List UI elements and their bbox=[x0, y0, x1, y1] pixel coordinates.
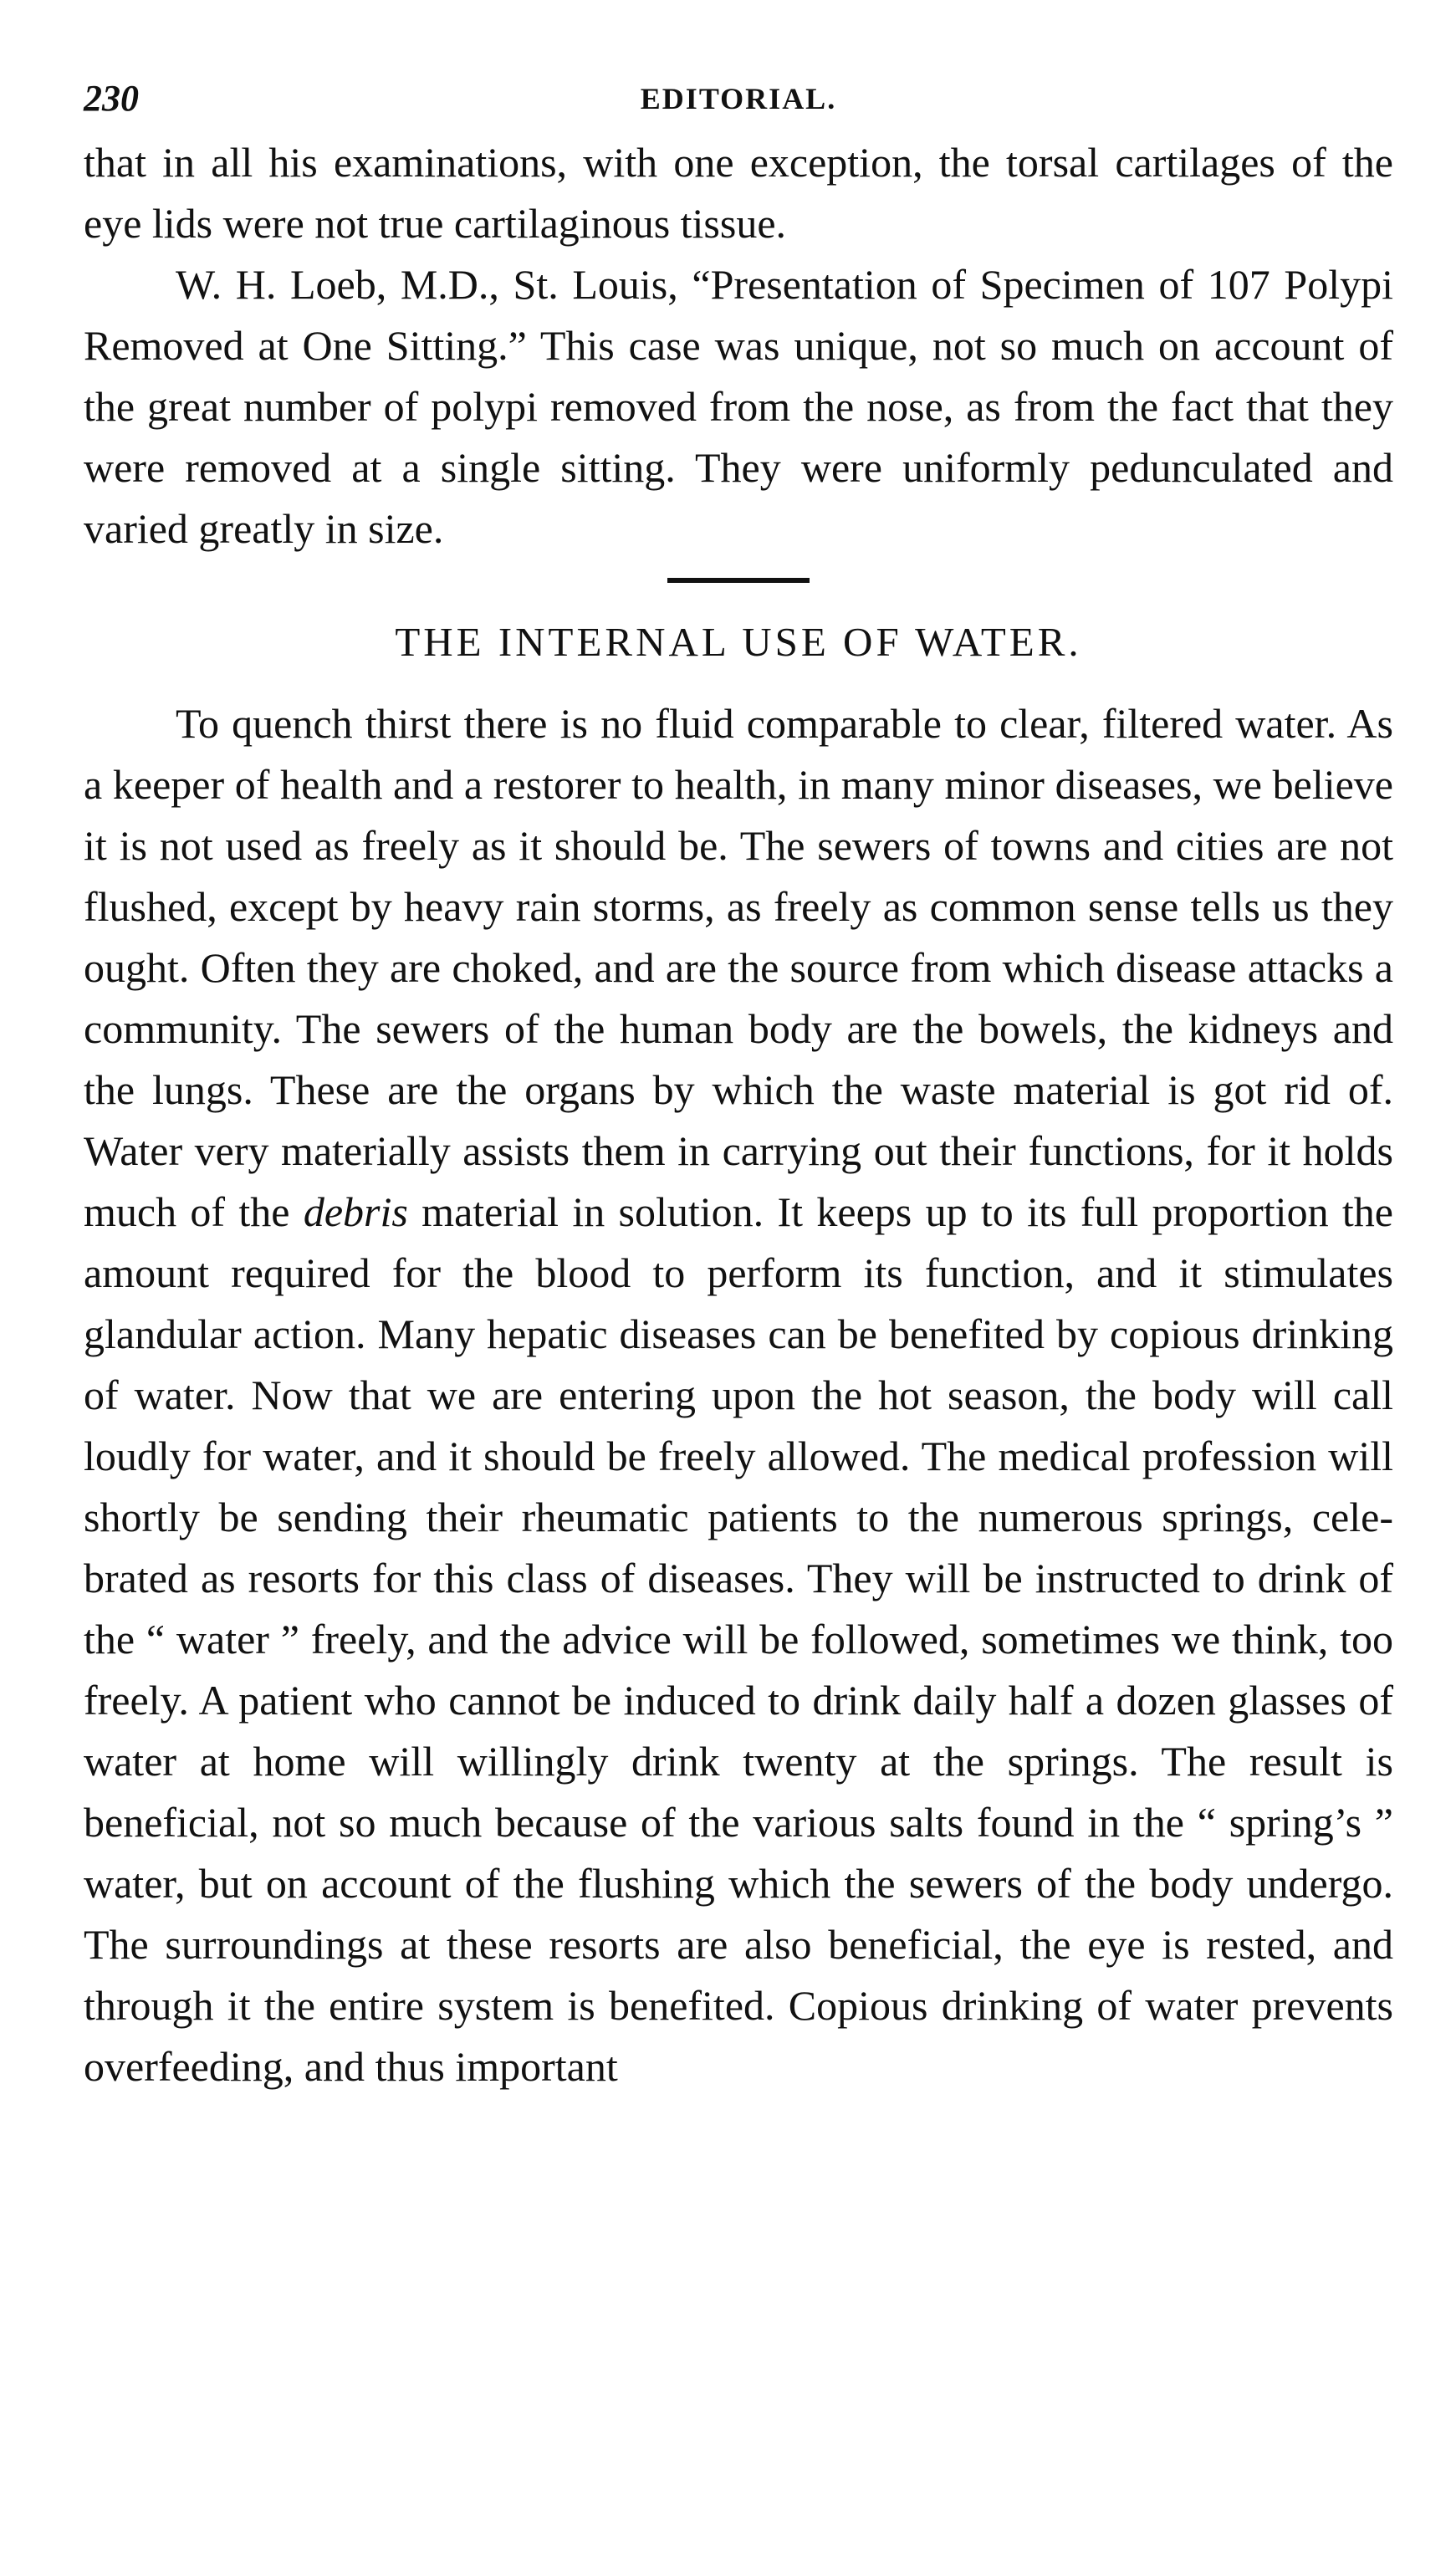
article-text-part-2: material in solution. It keeps up to its full proportion the amount required for the blood to perform its function, and it stimulates glandular action. Many hepatic diseases can be benefited by copious drinking of water. Now that we are entering upon the hot season, the body will call loudly for water, and it should be freely allowed. The medical profession will shortly be sending their rheumatic patients to the numerous springs, celebrated as resorts for this class of diseases. They will be instructed to drink of the “ water ” freely, and the advice will be followed, sometimes we think, too freely. A patient who cannot be induced to drink daily half a dozen glasses of water at home will willingly drink twenty at the springs. The result is beneficial, not so much because of the various salts found in the “ spring’s ” water, but on account of the flushing which the sewers of the body undergo. The surroundings at these resorts are also beneficial, the eye is rested, and through it the entire system is benefited. Copious drinking of water prevents overfeeding, and thus important bbox=[84, 1188, 1394, 2090]
running-head bbox=[84, 65, 1393, 132]
paragraph-loeb-presentation: W. H. Loeb, M.D., St. Louis, “Presentation of Specimen of 107 Polypi Removed at One Sitting.” This case was unique, not so much on account of the great number of polypi removed from the nose, as from the fact that they were removed at a single sitting. They were uniformly pedunculated and varied greatly in size. bbox=[84, 261, 1393, 552]
section-title: EDITORIAL. bbox=[640, 82, 837, 115]
article-body bbox=[84, 693, 1393, 2097]
paragraph-continuation: that in all his examinations, with one exception, the torsal cartilages of the eye lids were not true cartilaginous tissue. bbox=[84, 139, 1393, 247]
section-divider-rule bbox=[667, 578, 810, 583]
article-text-part-1: To quench thirst there is no fluid comparable to clear, filtered water. As a keeper of health and a restorer to health, in many minor diseases, we believe it is not used as freely as it should be. The sewers of towns and cities are not flushed, except by heavy rain storms, as freely as common sense tells us they ought. Often they are choked, and are the source from which disease attacks a community. The sewers of the human body are the bowels, the kidneys and the lungs. These are the organs by which the waste material is got rid of. Water very materially assists them in carrying out their functions, for it holds much of the bbox=[84, 700, 1393, 1235]
article-title: THE INTERNAL USE OF WATER. bbox=[395, 619, 1082, 665]
page bbox=[84, 65, 1393, 2097]
previous-article bbox=[84, 132, 1393, 559]
page-number: 230 bbox=[84, 78, 139, 119]
italic-term: debris bbox=[303, 1188, 408, 1235]
article-paragraph bbox=[84, 693, 1393, 2097]
